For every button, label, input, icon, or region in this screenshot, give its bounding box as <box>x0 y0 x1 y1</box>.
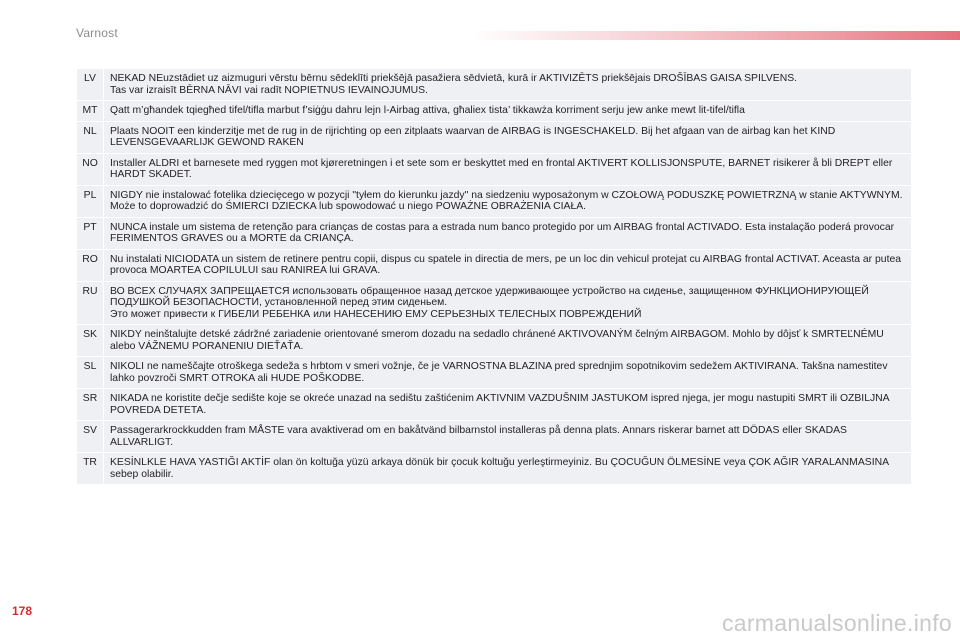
warning-text: Installer ALDRI et barnesete med ryggen mot kjøreretningen i et sete som er beskyttet med en frontal AKTIVERT KOLLISJONSPUTE, BARNET risikerer å bli DREPT eller HARDT SKADET. <box>104 153 912 185</box>
page-number: 178 <box>12 604 33 618</box>
warning-text: KESİNLKLE HAVA YASTIĞI AKTİF olan ön koltuğa yüzü arkaya dönük bir çocuk koltuğu yerleştirmeyiniz. Bu ÇOCUĞUN ÖLMESİNE veya ÇOK AĞIR YARALANMASINA sebep olabilir. <box>104 453 912 485</box>
language-code: NL <box>77 121 104 153</box>
header-accent-bar <box>470 31 960 40</box>
warning-text: NUNCA instale um sistema de retenção para crianças de costas para a estrada num banco protegido por um AIRBAG frontal ACTIVADO. Esta instalação poderá provocar FERIMENTOS GRAVES ou a MORTE da CRIANÇA. <box>104 217 912 249</box>
language-code: RO <box>77 249 104 281</box>
language-code: NO <box>77 153 104 185</box>
table-row <box>77 281 912 325</box>
warning-text: NIGDY nie instalować fotelika dziecięcego w pozycji "tyłem do kierunku jazdy" na siedzeniu wyposażonym w CZOŁOWĄ PODUSZKĘ POWIETRZNĄ w stanie AKTYWNYM. Może to doprowadzić do ŚMIERCI DZIECKA lub spowodować u niego POWAŻNE OBRAŻENIA CIAŁA. <box>104 185 912 217</box>
section-title: Varnost <box>76 26 118 40</box>
language-code: MT <box>77 101 104 122</box>
table-row <box>77 249 912 281</box>
warning-text: NEKAD NEuzstādiet uz aizmuguri vērstu bērnu sēdeklīti priekšējā pasažiera sēdvietā, kurā ir AKTIVIZĒTS priekšējais DROŠĪBAS GAISA SPILVENS. Tas var izraisīt BĒRNA NĀVI vai radīt NOPIETNUS IEVAINOJUMUS. <box>104 69 912 101</box>
table-row <box>77 453 912 485</box>
warning-text: ВО ВСЕХ СЛУЧАЯХ ЗАПРЕЩАЕТСЯ использовать обращенное назад детское удерживающее устройство на сиденье, защищенном ФУНКЦИОНИРУЮЩЕЙ ПОДУШКОЙ БЕЗОПАСНОСТИ, установленной перед этим сиденьем. Это может привести к ГИБЕЛИ РЕБЕНКА или НАНЕСЕНИЮ ЕМУ СЕРЬЕЗНЫХ ТЕЛЕСНЫХ ПОВРЕЖДЕНИЙ <box>104 281 912 325</box>
warning-text: Qatt m’għandek tqiegħed tifel/tifla marbut f’siġġu dahru lejn l-Airbag attiva, għaliex tista’ tikkawża korriment serju jew anke mewt lit-tifel/tifla <box>104 101 912 122</box>
language-code: RU <box>77 281 104 325</box>
warning-text: NIKADA ne koristite dečje sedište koje se okreće unazad na sedištu zaštićenim AKTIVNIM VAZDUŠNIM JASTUKOM ispred njega, jer mogu nastupiti SMRT ili OZBILJNA POVREDA DETETA. <box>104 389 912 421</box>
language-code: SL <box>77 357 104 389</box>
table-row <box>77 153 912 185</box>
warning-table <box>76 68 912 485</box>
table-row <box>77 121 912 153</box>
table-row <box>77 185 912 217</box>
table-row <box>77 217 912 249</box>
watermark: carmanualsonline.info <box>721 610 952 636</box>
table-row <box>77 69 912 101</box>
language-code: SK <box>77 325 104 357</box>
warning-text: Passagerarkrockkudden fram MÅSTE vara avaktiverad om en bakåtvänd bilbarnstol installeras på denna plats. Annars riskerar barnet att DÖDAS eller SKADAS ALLVARLIGT. <box>104 421 912 453</box>
warning-text: NIKDY neinštalujte detské zádržné zariadenie orientované smerom dozadu na sedadlo chránené AKTIVOVANÝM čelným AIRBAGOM. Mohlo by dôjsť k SMRTEĽNÉMU alebo VÁŽNEMU PORANENIU DIEŤAŤA. <box>104 325 912 357</box>
language-code: SR <box>77 389 104 421</box>
language-code: PL <box>77 185 104 217</box>
warning-text: NIKOLI ne nameščajte otroškega sedeža s hrbtom v smeri vožnje, če je VARNOSTNA BLAZINA pred sprednjim sopotnikovim sedežem AKTIVIRANA. Takšna namestitev lahko povzroči SMRT OTROKA ali HUDE POŠKODBE. <box>104 357 912 389</box>
language-code: SV <box>77 421 104 453</box>
table-row <box>77 325 912 357</box>
table-row <box>77 389 912 421</box>
table-row <box>77 357 912 389</box>
table-row <box>77 101 912 122</box>
language-code: TR <box>77 453 104 485</box>
warning-text: Nu instalati NICIODATA un sistem de retinere pentru copii, dispus cu spatele in directia de mers, pe un loc din vehicul protejat cu AIRBAG frontal ACTIVAT. Aceasta ar putea provoca MOARTEA COPILULUI sau RANIREA lui GRAVA. <box>104 249 912 281</box>
language-code: LV <box>77 69 104 101</box>
warning-text: Plaats NOOIT een kinderzitje met de rug in de rijrichting op een zitplaats waarvan de AIRBAG is INGESCHAKELD. Bij het afgaan van de airbag kan het KIND LEVENSGEVAARLIJK GEWOND RAKEN <box>104 121 912 153</box>
table-row <box>77 421 912 453</box>
language-code: PT <box>77 217 104 249</box>
